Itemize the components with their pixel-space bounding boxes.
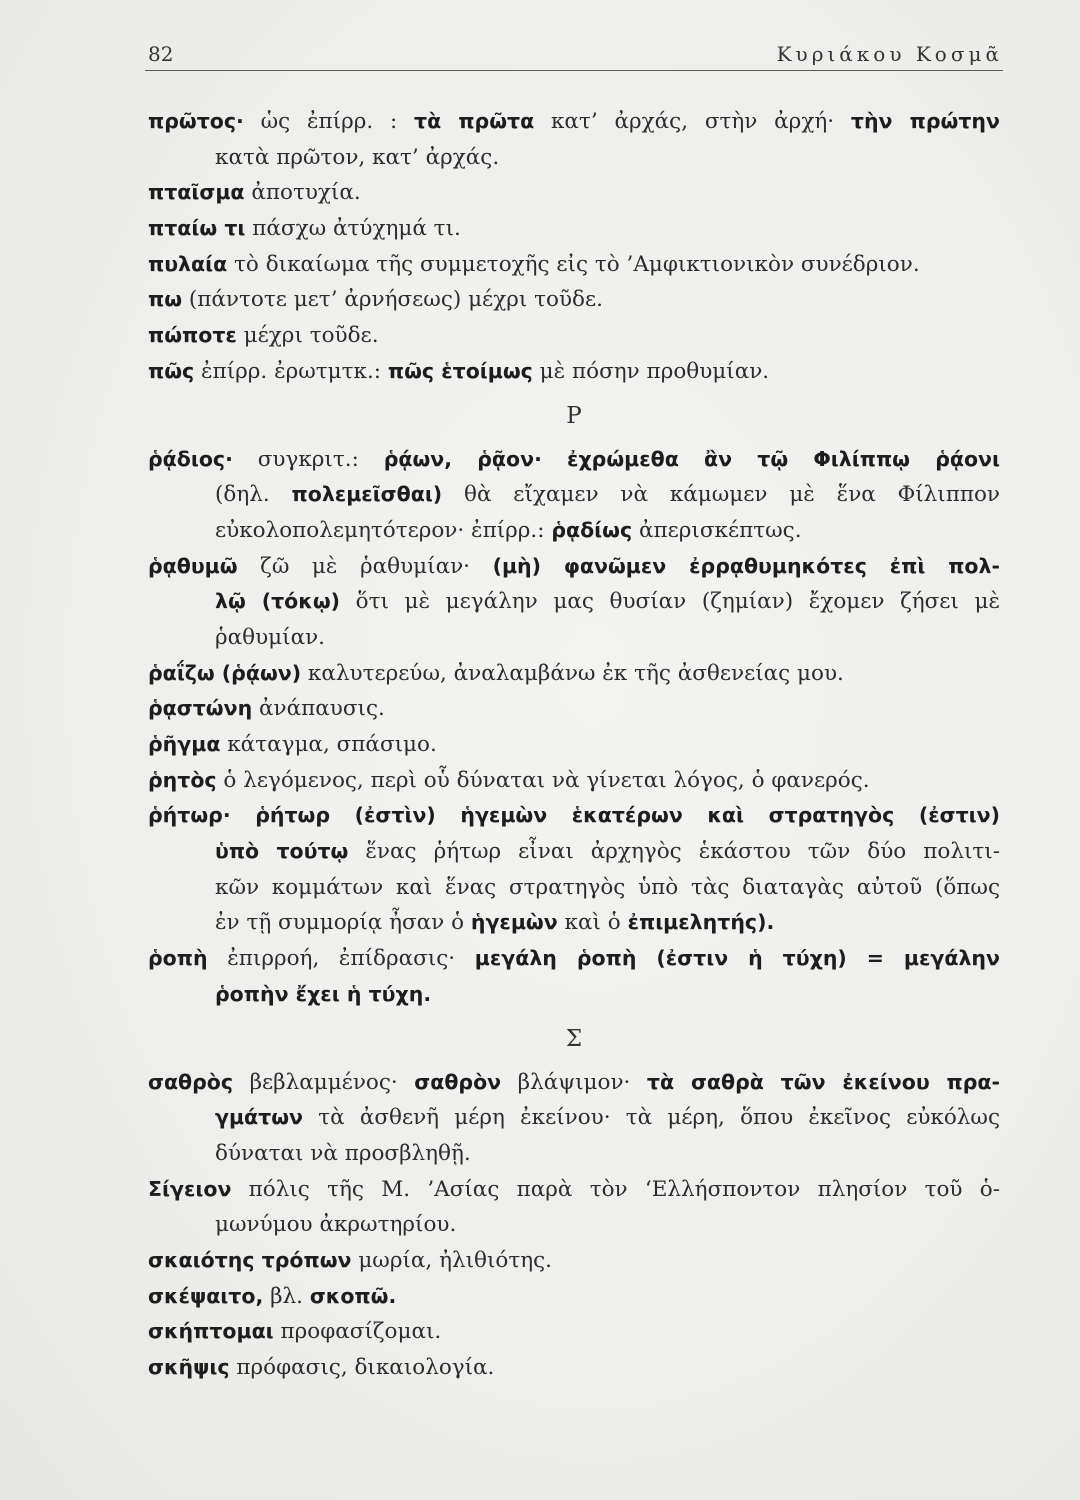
glossary-entry: [148, 1350, 1000, 1386]
entry-line: [148, 175, 1000, 211]
section-letter: Σ: [565, 1025, 583, 1052]
entry-line: [148, 1207, 1000, 1243]
bold-term: ῥᾳστώνη: [148, 696, 253, 721]
glossary-entry: [148, 442, 1000, 549]
bold-term: ῥᾴων, ῥᾷον· ἐχρώμεθα ἂν τῷ Φιλίππῳ ῥᾴονι: [383, 446, 1000, 471]
bold-term: ῥοπὴ: [148, 946, 208, 971]
gloss-text: (δηλ.: [215, 482, 292, 508]
bold-term: πταῖσμα: [148, 180, 245, 205]
bold-term: σκοπῶ.: [309, 1283, 397, 1308]
glossary-entry: [148, 354, 1000, 390]
bold-term: πρῶτος·: [148, 109, 244, 133]
entry-line: [148, 691, 1000, 727]
bold-term: σκῆψις: [148, 1355, 230, 1379]
gloss-text: βεβλαμμένος·: [233, 1069, 415, 1095]
entry-line: [148, 477, 1000, 513]
glossary-entry: [148, 656, 1000, 692]
entry-line: [148, 656, 1000, 692]
bold-term: σκέψαιτο,: [148, 1283, 264, 1308]
bold-term: πταίω τι: [148, 216, 246, 241]
entry-line: [148, 1314, 1000, 1350]
bold-term: πυλαία: [148, 251, 228, 276]
glossary-entry: [148, 1314, 1000, 1350]
entry-line: [148, 905, 1000, 941]
glossary-entry: [148, 211, 1000, 247]
gloss-text: εὐκολοπολεμητότερον· ἐπίρρ.:: [215, 517, 552, 543]
bold-term: ὑπὸ τούτῳ: [215, 839, 349, 864]
entry-line: [148, 1350, 1000, 1386]
gloss-text: ὅτι μὲ μεγάλην μας θυσίαν (ζημίαν) ἔχομεν ζήσει μὲ: [340, 589, 1000, 615]
gloss-text: μωρία, ἠλιθιότης.: [351, 1247, 553, 1273]
entry-line: [148, 620, 1000, 656]
glossary-entry: [148, 798, 1000, 941]
glossary-entry: [148, 763, 1000, 799]
gloss-text: ἀπερισκέπτως.: [632, 517, 802, 543]
entry-line: [148, 318, 1000, 354]
bold-term: μεγάλη ῥοπὴ (ἐστιν ἡ τύχη) = μεγάλην: [474, 946, 1000, 971]
gloss-text: προφασίζομαι.: [273, 1319, 442, 1345]
glossary-entry: [148, 691, 1000, 727]
entry-line: [148, 1243, 1000, 1279]
gloss-text: καὶ ὁ: [557, 910, 628, 936]
gloss-text: θὰ εἴχαμεν νὰ κάμωμεν μὲ ἕνα Φίλιππον: [442, 482, 1001, 508]
gloss-text: τὰ ἀσθενῆ μέρη ἐκείνου· τὰ μέρη, ὅπου ἐκεῖνος εὐκόλως: [303, 1105, 1000, 1131]
glossary-body: [148, 104, 1000, 1386]
entry-line: [148, 354, 1000, 390]
entry-line: [148, 941, 1000, 977]
bold-term: ἐπιμελητής).: [627, 910, 775, 935]
gloss-text: πρόφασις, δικαιολογία.: [229, 1355, 495, 1380]
glossary-entry: [148, 1065, 1000, 1172]
bold-term: τὴν πρώτην: [850, 109, 1000, 133]
gloss-text: μὲ πόσην προθυμίαν.: [532, 358, 770, 384]
gloss-text: κῶν κομμάτων καὶ ἕνας στρατηγὸς ὑπὸ τὰς διαταγὰς αὐτοῦ (ὅπως: [215, 874, 1000, 900]
entry-line: [148, 870, 1000, 906]
entry-line: [148, 442, 1000, 478]
bold-term: ῥήτωρ· ῥήτωρ (ἐστὶν) ἡγεμὼν ἑκατέρων καὶ στρατηγὸς (ἐστιν): [148, 803, 1000, 828]
entry-line: [148, 977, 1000, 1013]
gloss-text: τὸ δικαίωμα τῆς συμμετοχῆς εἰς τὸ ’Αμφικτιονικὸν συνέδριον.: [227, 251, 920, 277]
entry-line: [148, 1172, 1000, 1208]
bold-term: γμάτων: [215, 1105, 303, 1130]
gloss-text: πόλις τῆς Μ. ’Ασίας παρὰ τὸν ‘Ελλήσποντον πλησίον τοῦ ὁ-: [231, 1176, 1000, 1202]
gloss-text: μωνύμου ἀκρωτηρίου.: [215, 1212, 457, 1238]
bold-term: τὰ πρῶτα: [414, 109, 535, 133]
entry-line: [148, 104, 1000, 140]
bold-term: πῶς: [148, 358, 195, 383]
bold-term: πω: [148, 287, 183, 312]
glossary-entry: [148, 1243, 1000, 1279]
gloss-text: ἀνάπαυσις.: [252, 696, 385, 722]
glossary-entry: [148, 175, 1000, 211]
glossary-entry: [148, 1279, 1000, 1315]
gloss-text: βλάψιμον·: [501, 1069, 647, 1095]
bold-term: σκήπτομαι: [148, 1319, 274, 1344]
gloss-text: ἐπίρρ. ἐρωτμτκ.:: [194, 358, 388, 384]
gloss-text: ἀποτυχία.: [244, 180, 361, 206]
page-header: [145, 38, 1003, 71]
glossary-entry: [148, 941, 1000, 1012]
gloss-text: (πάντοτε μετ’ ἀρνήσεως) μέχρι τοῦδε.: [182, 287, 603, 313]
gloss-text: ζῶ μὲ ῥαθυμίαν·: [237, 553, 493, 579]
gloss-text: πάσχω ἀτύχημά τι.: [245, 216, 461, 242]
gloss-text: δύναται νὰ προσβληθῇ.: [215, 1140, 471, 1166]
gloss-text: κατ’ ἀρχάς, στὴν ἀρχή·: [534, 109, 851, 134]
bold-term: ῥοπὴν ἔχει ἡ τύχη.: [215, 981, 432, 1006]
gloss-text: καλυτερεύω, ἀναλαμβάνω ἐκ τῆς ἀσθενείας μου.: [301, 660, 844, 686]
bold-term: ῥαΐζω (ῥᾴων): [148, 660, 302, 685]
entry-line: [148, 798, 1000, 834]
glossary-entry: [148, 282, 1000, 318]
glossary-entry: [148, 104, 1000, 175]
gloss-text: ῥαθυμίαν.: [215, 624, 325, 650]
bold-term: ῥᾳδίως: [551, 517, 633, 542]
gloss-text: ἐπιρροή, ἐπίδρασις·: [207, 946, 475, 972]
entry-line: [148, 282, 1000, 318]
gloss-text: ὁ λεγόμενος, περὶ οὗ δύναται νὰ γίνεται λόγος, ὁ φανερός.: [216, 767, 870, 793]
entry-line: [148, 211, 1000, 247]
entry-line: [148, 584, 1000, 620]
bold-term: λῷ (τόκῳ): [215, 589, 341, 614]
gloss-text: συγκριτ.:: [232, 446, 384, 472]
entry-line: [148, 727, 1000, 763]
gloss-text: ὡς ἐπίρρ. :: [243, 109, 415, 134]
bold-term: ἡγεμὼν: [470, 910, 558, 935]
entry-line: [148, 513, 1000, 549]
entry-line: [148, 140, 1000, 176]
gloss-text: βλ.: [263, 1283, 310, 1309]
bold-term: ῥῆγμα: [148, 732, 221, 756]
bold-term: τὰ σαθρὰ τῶν ἐκείνου πρα-: [646, 1069, 1000, 1094]
bold-term: σκαιότης τρόπων: [148, 1247, 352, 1272]
glossary-entry: [148, 727, 1000, 763]
running-title: Κυριάκου Κοσμᾶ: [776, 42, 1003, 66]
bold-term: πῶς ἑτοίμως: [387, 358, 533, 383]
bold-term: σαθρὸν: [414, 1069, 502, 1094]
glossary-entry: [148, 549, 1000, 656]
entry-line: [148, 1136, 1000, 1172]
gloss-text: ἕνας ῥήτωρ εἶναι ἀρχηγὸς ἑκάστου τῶν δύο πολιτι-: [348, 839, 1000, 865]
gloss-text: ἐν τῇ συμμορίᾳ ἦσαν ὁ: [215, 910, 471, 936]
entry-line: [148, 1100, 1000, 1136]
page-number: 82: [148, 42, 174, 66]
entry-line: [148, 549, 1000, 585]
gloss-text: κατὰ πρῶτον, κατ’ ἀρχάς.: [215, 144, 500, 170]
bold-term: ῥᾳθυμῶ: [148, 553, 238, 578]
bold-term: πώποτε: [148, 323, 237, 348]
entry-line: [148, 834, 1000, 870]
entry-line: [148, 1279, 1000, 1315]
entry-line: [148, 763, 1000, 799]
gloss-text: μέχρι τοῦδε.: [236, 323, 379, 349]
bold-term: ῥητὸς: [148, 767, 217, 792]
glossary-entry: [148, 1172, 1000, 1243]
gloss-text: κάταγμα, σπάσιμο.: [220, 732, 437, 757]
bold-term: σαθρὸς: [148, 1069, 234, 1094]
bold-term: πολεμεῖσθαι): [291, 482, 443, 507]
bold-term: Σίγειον: [148, 1176, 232, 1201]
entry-line: [148, 1065, 1000, 1101]
bold-term: (μὴ) φανῶμεν ἐρρᾳθυμηκότες ἐπὶ πολ-: [492, 553, 1000, 578]
glossary-entry: [148, 318, 1000, 354]
entry-line: [148, 247, 1000, 283]
section-letter: Ρ: [566, 402, 582, 429]
bold-term: ῥᾴδιος·: [148, 446, 233, 471]
glossary-entry: [148, 247, 1000, 283]
